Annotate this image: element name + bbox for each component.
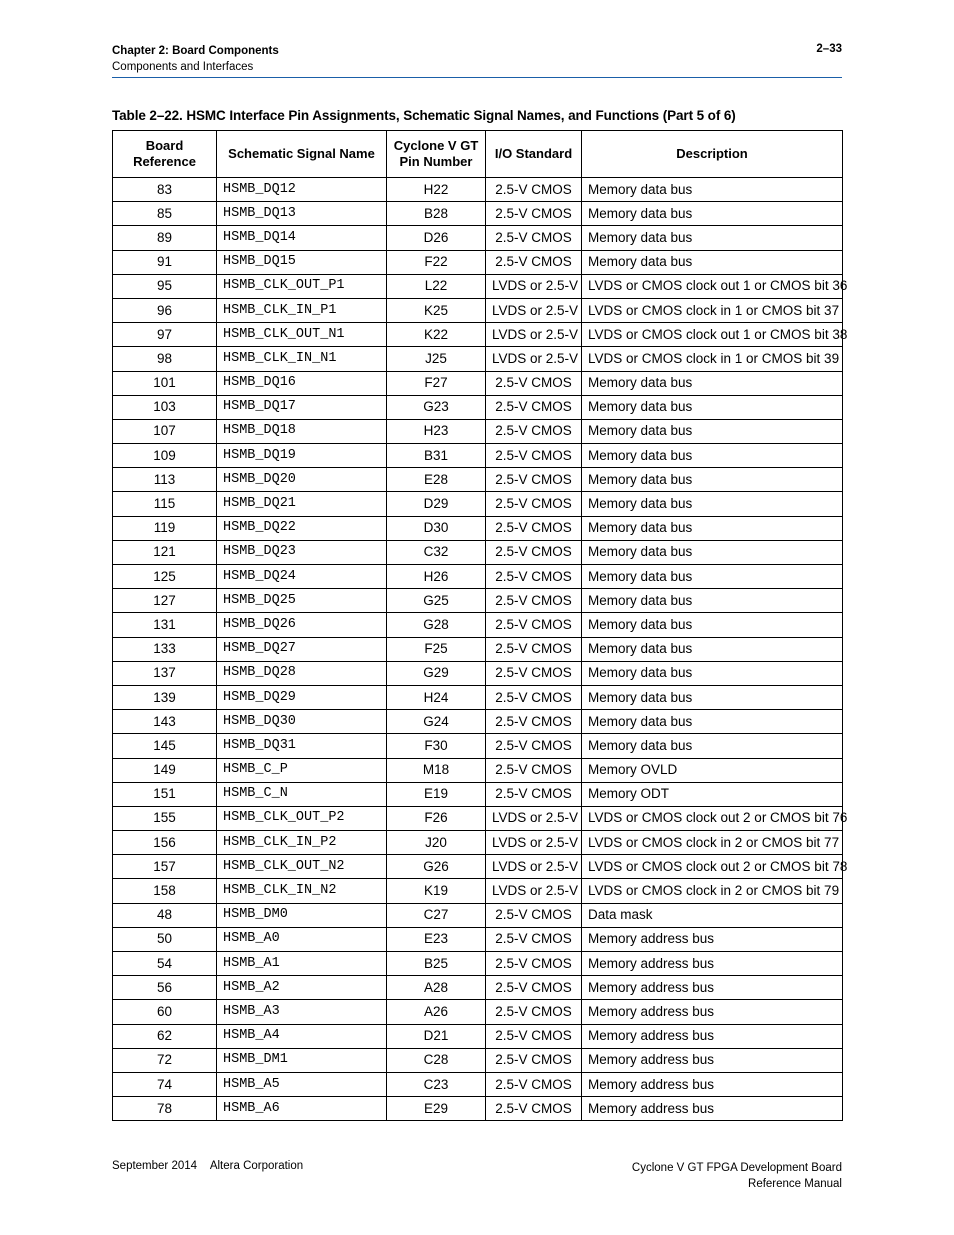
cell-pin-number: F22	[387, 250, 486, 274]
cell-pin-number: D29	[387, 492, 486, 516]
table-row	[113, 637, 843, 661]
col-header-board-reference: Board Reference	[113, 131, 217, 178]
cell-io-standard: 2.5-V CMOS	[486, 395, 582, 419]
cell-signal-name: HSMB_DQ21	[217, 492, 387, 516]
table-row	[113, 1000, 843, 1024]
cell-signal-name: HSMB_DQ22	[217, 516, 387, 540]
cell-description: Memory data bus	[582, 419, 843, 443]
cell-pin-number: G26	[387, 855, 486, 879]
cell-description: Memory data bus	[582, 685, 843, 709]
cell-pin-number: D26	[387, 226, 486, 250]
table-row	[113, 589, 843, 613]
cell-description: Memory data bus	[582, 516, 843, 540]
cell-pin-number: B31	[387, 444, 486, 468]
cell-signal-name: HSMB_A4	[217, 1024, 387, 1048]
table-row	[113, 685, 843, 709]
cell-io-standard: LVDS or 2.5-V	[486, 274, 582, 298]
table-row	[113, 419, 843, 443]
table-row	[113, 1048, 843, 1072]
cell-signal-name: HSMB_C_P	[217, 758, 387, 782]
table-row	[113, 613, 843, 637]
cell-io-standard: 2.5-V CMOS	[486, 565, 582, 589]
pin-assignment-table	[112, 130, 848, 1121]
cell-pin-number: F27	[387, 371, 486, 395]
cell-board-reference: 96	[113, 298, 217, 322]
table-row	[113, 178, 843, 202]
table-row	[113, 468, 843, 492]
cell-io-standard: 2.5-V CMOS	[486, 540, 582, 564]
cell-io-standard: 2.5-V CMOS	[486, 613, 582, 637]
cell-pin-number: K22	[387, 323, 486, 347]
cell-board-reference: 121	[113, 540, 217, 564]
table-row	[113, 927, 843, 951]
cell-io-standard: 2.5-V CMOS	[486, 685, 582, 709]
cell-pin-number: E29	[387, 1097, 486, 1121]
cell-signal-name: HSMB_DQ16	[217, 371, 387, 395]
cell-signal-name: HSMB_DQ30	[217, 710, 387, 734]
cell-signal-name: HSMB_DQ12	[217, 178, 387, 202]
cell-pin-number: H23	[387, 419, 486, 443]
col-header-pin-number: Cyclone V GT Pin Number	[387, 131, 486, 178]
cell-io-standard: 2.5-V CMOS	[486, 1024, 582, 1048]
cell-pin-number: L22	[387, 274, 486, 298]
header-divider	[112, 77, 842, 78]
cell-signal-name: HSMB_DQ20	[217, 468, 387, 492]
cell-description: Memory address bus	[582, 1072, 843, 1096]
running-header	[112, 43, 279, 75]
cell-signal-name: HSMB_A1	[217, 952, 387, 976]
cell-io-standard: 2.5-V CMOS	[486, 371, 582, 395]
cell-pin-number: F25	[387, 637, 486, 661]
cell-description: Memory data bus	[582, 710, 843, 734]
cell-pin-number: F30	[387, 734, 486, 758]
cell-board-reference: 133	[113, 637, 217, 661]
cell-board-reference: 56	[113, 976, 217, 1000]
cell-board-reference: 97	[113, 323, 217, 347]
cell-board-reference: 113	[113, 468, 217, 492]
cell-signal-name: HSMB_DQ15	[217, 250, 387, 274]
cell-board-reference: 95	[113, 274, 217, 298]
cell-signal-name: HSMB_DQ18	[217, 419, 387, 443]
cell-io-standard: 2.5-V CMOS	[486, 178, 582, 202]
cell-pin-number: J20	[387, 831, 486, 855]
table-row	[113, 492, 843, 516]
cell-board-reference: 103	[113, 395, 217, 419]
cell-signal-name: HSMB_DQ26	[217, 613, 387, 637]
cell-board-reference: 91	[113, 250, 217, 274]
cell-io-standard: LVDS or 2.5-V	[486, 806, 582, 830]
table-row	[113, 903, 843, 927]
cell-description: LVDS or CMOS clock in 1 or CMOS bit 37	[582, 298, 843, 322]
cell-pin-number: E19	[387, 782, 486, 806]
cell-io-standard: LVDS or 2.5-V	[486, 298, 582, 322]
cell-signal-name: HSMB_DM1	[217, 1048, 387, 1072]
cell-pin-number: G25	[387, 589, 486, 613]
cell-description: Memory data bus	[582, 661, 843, 685]
table-row	[113, 323, 843, 347]
cell-description: Memory data bus	[582, 444, 843, 468]
cell-board-reference: 125	[113, 565, 217, 589]
cell-description: Memory data bus	[582, 178, 843, 202]
cell-description: Memory data bus	[582, 734, 843, 758]
cell-io-standard: 2.5-V CMOS	[486, 1000, 582, 1024]
cell-description: Memory data bus	[582, 637, 843, 661]
cell-description: Data mask	[582, 903, 843, 927]
cell-signal-name: HSMB_CLK_OUT_P2	[217, 806, 387, 830]
cell-signal-name: HSMB_CLK_IN_P2	[217, 831, 387, 855]
cell-description: Memory data bus	[582, 226, 843, 250]
table-row	[113, 395, 843, 419]
cell-board-reference: 119	[113, 516, 217, 540]
cell-description: Memory address bus	[582, 976, 843, 1000]
cell-description: Memory address bus	[582, 1000, 843, 1024]
cell-signal-name: HSMB_A2	[217, 976, 387, 1000]
cell-signal-name: HSMB_A3	[217, 1000, 387, 1024]
cell-pin-number: B28	[387, 202, 486, 226]
cell-signal-name: HSMB_DQ19	[217, 444, 387, 468]
cell-signal-name: HSMB_CLK_OUT_N2	[217, 855, 387, 879]
cell-io-standard: 2.5-V CMOS	[486, 758, 582, 782]
cell-signal-name: HSMB_DM0	[217, 903, 387, 927]
cell-signal-name: HSMB_A5	[217, 1072, 387, 1096]
cell-description: Memory address bus	[582, 1048, 843, 1072]
cell-description: Memory data bus	[582, 492, 843, 516]
cell-board-reference: 127	[113, 589, 217, 613]
cell-description: Memory OVLD	[582, 758, 843, 782]
table-row	[113, 202, 843, 226]
table-row	[113, 831, 843, 855]
cell-board-reference: 101	[113, 371, 217, 395]
footer-company: Altera Corporation	[209, 1160, 304, 1172]
table-row	[113, 1024, 843, 1048]
table-caption: Table 2–22. HSMC Interface Pin Assignments, Schematic Signal Names, and Functions (Part 5 of 6)	[112, 108, 736, 123]
table-row	[113, 661, 843, 685]
cell-signal-name: HSMB_DQ17	[217, 395, 387, 419]
cell-pin-number: H24	[387, 685, 486, 709]
cell-description: LVDS or CMOS clock in 1 or CMOS bit 39	[582, 347, 843, 371]
cell-io-standard: 2.5-V CMOS	[486, 226, 582, 250]
cell-board-reference: 74	[113, 1072, 217, 1096]
cell-board-reference: 109	[113, 444, 217, 468]
cell-io-standard: 2.5-V CMOS	[486, 734, 582, 758]
cell-signal-name: HSMB_A6	[217, 1097, 387, 1121]
table-header-row	[113, 131, 843, 178]
cell-io-standard: 2.5-V CMOS	[486, 419, 582, 443]
cell-board-reference: 145	[113, 734, 217, 758]
cell-io-standard: 2.5-V CMOS	[486, 976, 582, 1000]
cell-description: Memory data bus	[582, 468, 843, 492]
cell-pin-number: J25	[387, 347, 486, 371]
cell-description: LVDS or CMOS clock out 2 or CMOS bit 78	[582, 855, 843, 879]
cell-board-reference: 107	[113, 419, 217, 443]
cell-pin-number: G24	[387, 710, 486, 734]
cell-board-reference: 158	[113, 879, 217, 903]
cell-description: Memory ODT	[582, 782, 843, 806]
cell-pin-number: D21	[387, 1024, 486, 1048]
cell-board-reference: 60	[113, 1000, 217, 1024]
cell-description: Memory data bus	[582, 371, 843, 395]
cell-signal-name: HSMB_DQ25	[217, 589, 387, 613]
cell-signal-name: HSMB_CLK_OUT_P1	[217, 274, 387, 298]
table-body	[113, 178, 848, 1121]
cell-description: LVDS or CMOS clock in 2 or CMOS bit 79	[582, 879, 843, 903]
page-number: 2–33	[816, 43, 842, 55]
cell-description: Memory data bus	[582, 250, 843, 274]
footer-doc-title: Cyclone V GT FPGA Development Board	[631, 1162, 842, 1174]
cell-io-standard: 2.5-V CMOS	[486, 710, 582, 734]
cell-io-standard: 2.5-V CMOS	[486, 1048, 582, 1072]
cell-signal-name: HSMB_DQ28	[217, 661, 387, 685]
cell-io-standard: 2.5-V CMOS	[486, 1097, 582, 1121]
cell-signal-name: HSMB_DQ14	[217, 226, 387, 250]
footer-left	[112, 1160, 303, 1172]
table-row	[113, 250, 843, 274]
cell-io-standard: 2.5-V CMOS	[486, 202, 582, 226]
cell-io-standard: 2.5-V CMOS	[486, 468, 582, 492]
col-header-io-standard: I/O Standard	[486, 131, 582, 178]
cell-board-reference: 85	[113, 202, 217, 226]
cell-board-reference: 143	[113, 710, 217, 734]
cell-board-reference: 155	[113, 806, 217, 830]
cell-description: Memory data bus	[582, 613, 843, 637]
cell-description: Memory data bus	[582, 395, 843, 419]
cell-signal-name: HSMB_DQ31	[217, 734, 387, 758]
cell-pin-number: D30	[387, 516, 486, 540]
cell-description: LVDS or CMOS clock in 2 or CMOS bit 77	[582, 831, 843, 855]
cell-board-reference: 72	[113, 1048, 217, 1072]
cell-io-standard: 2.5-V CMOS	[486, 516, 582, 540]
cell-board-reference: 115	[113, 492, 217, 516]
cell-board-reference: 156	[113, 831, 217, 855]
cell-io-standard: LVDS or 2.5-V	[486, 831, 582, 855]
col-header-signal-name: Schematic Signal Name	[217, 131, 387, 178]
table-row	[113, 952, 843, 976]
cell-pin-number: E23	[387, 927, 486, 951]
cell-pin-number: C27	[387, 903, 486, 927]
footer-doc-subtitle: Reference Manual	[748, 1178, 842, 1190]
table-row	[113, 1072, 843, 1096]
cell-description: Memory data bus	[582, 565, 843, 589]
table-row	[113, 347, 843, 371]
table-row	[113, 710, 843, 734]
cell-board-reference: 131	[113, 613, 217, 637]
cell-io-standard: LVDS or 2.5-V	[486, 855, 582, 879]
table-row	[113, 274, 843, 298]
cell-io-standard: 2.5-V CMOS	[486, 637, 582, 661]
cell-signal-name: HSMB_C_N	[217, 782, 387, 806]
cell-pin-number: C32	[387, 540, 486, 564]
cell-io-standard: LVDS or 2.5-V	[486, 879, 582, 903]
cell-signal-name: HSMB_CLK_OUT_N1	[217, 323, 387, 347]
table-row	[113, 976, 843, 1000]
cell-pin-number: K25	[387, 298, 486, 322]
cell-pin-number: H22	[387, 178, 486, 202]
cell-pin-number: A28	[387, 976, 486, 1000]
table-row	[113, 226, 843, 250]
cell-pin-number: G23	[387, 395, 486, 419]
cell-signal-name: HSMB_A0	[217, 927, 387, 951]
cell-pin-number: B25	[387, 952, 486, 976]
cell-board-reference: 62	[113, 1024, 217, 1048]
cell-pin-number: H26	[387, 565, 486, 589]
cell-board-reference: 139	[113, 685, 217, 709]
cell-pin-number: G29	[387, 661, 486, 685]
table-row	[113, 855, 843, 879]
cell-io-standard: 2.5-V CMOS	[486, 782, 582, 806]
cell-pin-number: C23	[387, 1072, 486, 1096]
cell-description: LVDS or CMOS clock out 1 or CMOS bit 38	[582, 323, 843, 347]
cell-io-standard: 2.5-V CMOS	[486, 661, 582, 685]
cell-board-reference: 78	[113, 1097, 217, 1121]
cell-description: Memory address bus	[582, 927, 843, 951]
table-row	[113, 444, 843, 468]
cell-pin-number: F26	[387, 806, 486, 830]
cell-signal-name: HSMB_DQ13	[217, 202, 387, 226]
cell-io-standard: 2.5-V CMOS	[486, 903, 582, 927]
cell-pin-number: C28	[387, 1048, 486, 1072]
table-row	[113, 782, 843, 806]
cell-io-standard: 2.5-V CMOS	[486, 952, 582, 976]
cell-description: Memory data bus	[582, 589, 843, 613]
cell-description: Memory data bus	[582, 540, 843, 564]
cell-pin-number: G28	[387, 613, 486, 637]
cell-io-standard: LVDS or 2.5-V	[486, 347, 582, 371]
cell-signal-name: HSMB_DQ23	[217, 540, 387, 564]
cell-signal-name: HSMB_DQ29	[217, 685, 387, 709]
cell-io-standard: 2.5-V CMOS	[486, 589, 582, 613]
table-row	[113, 734, 843, 758]
section-title: Components and Interfaces	[112, 61, 254, 73]
cell-io-standard: 2.5-V CMOS	[486, 492, 582, 516]
cell-io-standard: 2.5-V CMOS	[486, 927, 582, 951]
table-row	[113, 1097, 843, 1121]
cell-signal-name: HSMB_DQ27	[217, 637, 387, 661]
cell-board-reference: 83	[113, 178, 217, 202]
table-row	[113, 758, 843, 782]
cell-signal-name: HSMB_DQ24	[217, 565, 387, 589]
cell-pin-number: K19	[387, 879, 486, 903]
cell-signal-name: HSMB_CLK_IN_P1	[217, 298, 387, 322]
cell-io-standard: 2.5-V CMOS	[486, 444, 582, 468]
cell-board-reference: 89	[113, 226, 217, 250]
cell-description: Memory address bus	[582, 1097, 843, 1121]
cell-description: LVDS or CMOS clock out 1 or CMOS bit 36	[582, 274, 843, 298]
table-row	[113, 516, 843, 540]
cell-signal-name: HSMB_CLK_IN_N1	[217, 347, 387, 371]
cell-board-reference: 157	[113, 855, 217, 879]
cell-board-reference: 149	[113, 758, 217, 782]
cell-board-reference: 50	[113, 927, 217, 951]
cell-pin-number: M18	[387, 758, 486, 782]
cell-description: LVDS or CMOS clock out 2 or CMOS bit 76	[582, 806, 843, 830]
chapter-title: Chapter 2: Board Components	[112, 45, 279, 57]
cell-description: Memory data bus	[582, 202, 843, 226]
table-row	[113, 298, 843, 322]
cell-board-reference: 151	[113, 782, 217, 806]
cell-board-reference: 54	[113, 952, 217, 976]
footer-date: September 2014	[112, 1160, 198, 1172]
cell-description: Memory address bus	[582, 952, 843, 976]
cell-io-standard: LVDS or 2.5-V	[486, 323, 582, 347]
table-row	[113, 371, 843, 395]
col-header-description: Description	[582, 131, 843, 178]
table-row	[113, 879, 843, 903]
footer-right	[632, 1160, 842, 1192]
table-row	[113, 565, 843, 589]
cell-io-standard: 2.5-V CMOS	[486, 1072, 582, 1096]
cell-board-reference: 98	[113, 347, 217, 371]
cell-io-standard: 2.5-V CMOS	[486, 250, 582, 274]
cell-board-reference: 48	[113, 903, 217, 927]
cell-signal-name: HSMB_CLK_IN_N2	[217, 879, 387, 903]
cell-pin-number: E28	[387, 468, 486, 492]
cell-board-reference: 137	[113, 661, 217, 685]
cell-description: Memory address bus	[582, 1024, 843, 1048]
table-row	[113, 540, 843, 564]
cell-pin-number: A26	[387, 1000, 486, 1024]
table-row	[113, 806, 843, 830]
